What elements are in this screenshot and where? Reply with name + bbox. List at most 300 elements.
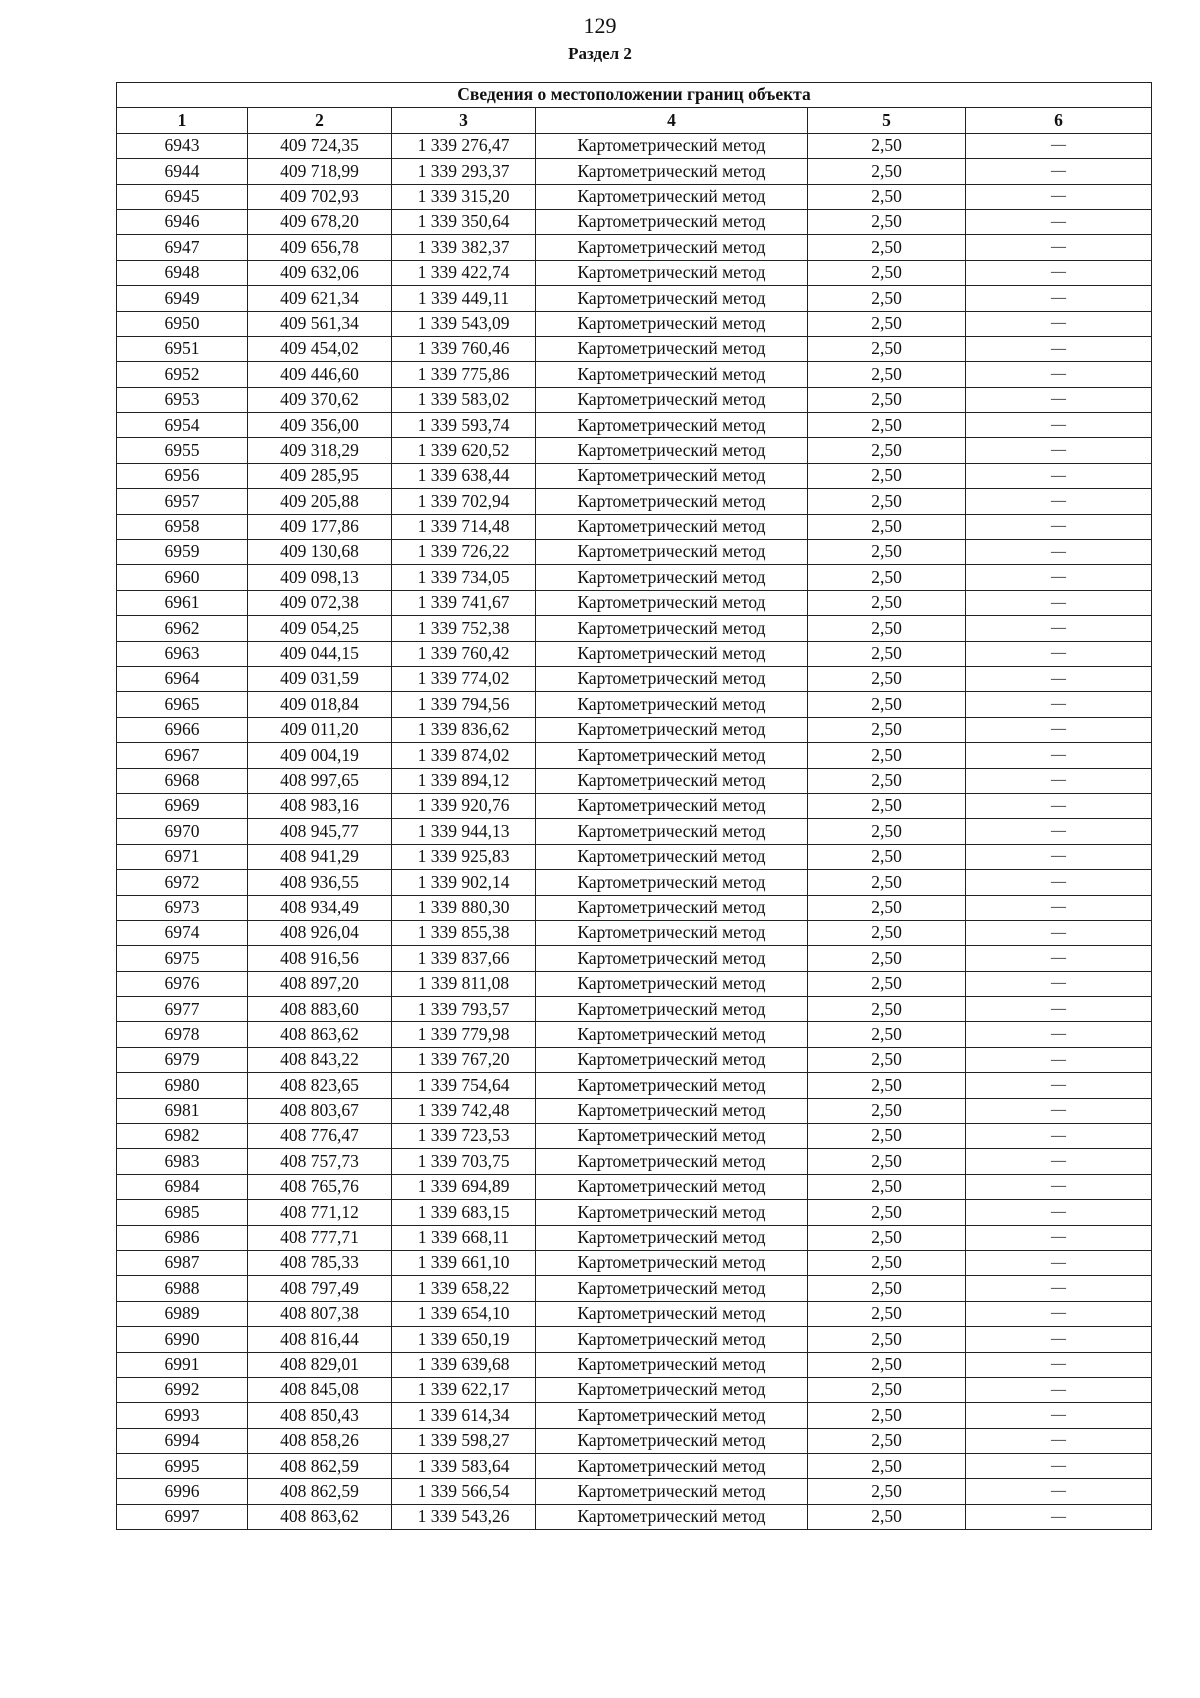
y-coordinate-cell: 1 339 661,10	[392, 1250, 536, 1275]
table-row	[117, 514, 1152, 539]
x-coordinate-cell: 409 702,93	[248, 184, 392, 209]
description-cell: —	[966, 387, 1152, 412]
table-row	[117, 1047, 1152, 1072]
y-coordinate-cell: 1 339 683,15	[392, 1200, 536, 1225]
description-cell: —	[966, 184, 1152, 209]
description-cell: —	[966, 514, 1152, 539]
y-coordinate-cell: 1 339 694,89	[392, 1174, 536, 1199]
table-row	[117, 1377, 1152, 1402]
y-coordinate-cell: 1 339 382,37	[392, 235, 536, 260]
accuracy-cell: 2,50	[808, 1504, 966, 1529]
accuracy-cell: 2,50	[808, 1098, 966, 1123]
table-row	[117, 1352, 1152, 1377]
y-coordinate-cell: 1 339 902,14	[392, 870, 536, 895]
method-cell: Картометрический метод	[536, 895, 808, 920]
table-row	[117, 209, 1152, 234]
description-cell: —	[966, 286, 1152, 311]
y-coordinate-cell: 1 339 920,76	[392, 793, 536, 818]
accuracy-cell: 2,50	[808, 717, 966, 742]
x-coordinate-cell: 409 318,29	[248, 438, 392, 463]
accuracy-cell: 2,50	[808, 209, 966, 234]
method-cell: Картометрический метод	[536, 1479, 808, 1504]
y-coordinate-cell: 1 339 650,19	[392, 1327, 536, 1352]
x-coordinate-cell: 409 561,34	[248, 311, 392, 336]
y-coordinate-cell: 1 339 760,42	[392, 641, 536, 666]
description-cell: —	[966, 1174, 1152, 1199]
accuracy-cell: 2,50	[808, 260, 966, 285]
description-cell: —	[966, 666, 1152, 691]
point-number-cell: 6971	[117, 844, 248, 869]
x-coordinate-cell: 409 004,19	[248, 743, 392, 768]
method-cell: Картометрический метод	[536, 1276, 808, 1301]
point-number-cell: 6953	[117, 387, 248, 412]
point-number-cell: 6947	[117, 235, 248, 260]
description-cell: —	[966, 1250, 1152, 1275]
description-cell: —	[966, 1225, 1152, 1250]
x-coordinate-cell: 409 177,86	[248, 514, 392, 539]
x-coordinate-cell: 409 098,13	[248, 565, 392, 590]
accuracy-cell: 2,50	[808, 844, 966, 869]
method-cell: Картометрический метод	[536, 286, 808, 311]
method-cell: Картометрический метод	[536, 666, 808, 691]
y-coordinate-cell: 1 339 276,47	[392, 133, 536, 158]
column-number: 6	[966, 108, 1152, 133]
description-cell: —	[966, 971, 1152, 996]
accuracy-cell: 2,50	[808, 793, 966, 818]
accuracy-cell: 2,50	[808, 1377, 966, 1402]
x-coordinate-cell: 408 863,62	[248, 1022, 392, 1047]
method-cell: Картометрический метод	[536, 971, 808, 996]
y-coordinate-cell: 1 339 668,11	[392, 1225, 536, 1250]
x-coordinate-cell: 408 816,44	[248, 1327, 392, 1352]
x-coordinate-cell: 408 823,65	[248, 1073, 392, 1098]
method-cell: Картометрический метод	[536, 1428, 808, 1453]
table-title-row	[117, 83, 1152, 108]
description-cell: —	[966, 1098, 1152, 1123]
y-coordinate-cell: 1 339 449,11	[392, 286, 536, 311]
point-number-cell: 6996	[117, 1479, 248, 1504]
table-row	[117, 362, 1152, 387]
accuracy-cell: 2,50	[808, 514, 966, 539]
x-coordinate-cell: 408 765,76	[248, 1174, 392, 1199]
column-number-row	[117, 108, 1152, 133]
point-number-cell: 6995	[117, 1454, 248, 1479]
description-cell: —	[966, 1403, 1152, 1428]
method-cell: Картометрический метод	[536, 387, 808, 412]
x-coordinate-cell: 409 656,78	[248, 235, 392, 260]
method-cell: Картометрический метод	[536, 1073, 808, 1098]
accuracy-cell: 2,50	[808, 819, 966, 844]
description-cell: —	[966, 717, 1152, 742]
method-cell: Картометрический метод	[536, 235, 808, 260]
description-cell: —	[966, 641, 1152, 666]
table-row	[117, 895, 1152, 920]
method-cell: Картометрический метод	[536, 1124, 808, 1149]
accuracy-cell: 2,50	[808, 743, 966, 768]
method-cell: Картометрический метод	[536, 133, 808, 158]
point-number-cell: 6980	[117, 1073, 248, 1098]
accuracy-cell: 2,50	[808, 362, 966, 387]
x-coordinate-cell: 408 883,60	[248, 997, 392, 1022]
description-cell: —	[966, 1149, 1152, 1174]
accuracy-cell: 2,50	[808, 946, 966, 971]
point-number-cell: 6989	[117, 1301, 248, 1326]
description-cell: —	[966, 590, 1152, 615]
column-number: 3	[392, 108, 536, 133]
description-cell: —	[966, 895, 1152, 920]
accuracy-cell: 2,50	[808, 1327, 966, 1352]
y-coordinate-cell: 1 339 726,22	[392, 540, 536, 565]
y-coordinate-cell: 1 339 734,05	[392, 565, 536, 590]
description-cell: —	[966, 1022, 1152, 1047]
x-coordinate-cell: 409 446,60	[248, 362, 392, 387]
accuracy-cell: 2,50	[808, 1073, 966, 1098]
accuracy-cell: 2,50	[808, 489, 966, 514]
point-number-cell: 6990	[117, 1327, 248, 1352]
accuracy-cell: 2,50	[808, 1301, 966, 1326]
accuracy-cell: 2,50	[808, 971, 966, 996]
y-coordinate-cell: 1 339 779,98	[392, 1022, 536, 1047]
accuracy-cell: 2,50	[808, 1225, 966, 1250]
table-row	[117, 133, 1152, 158]
x-coordinate-cell: 408 757,73	[248, 1149, 392, 1174]
x-coordinate-cell: 409 044,15	[248, 641, 392, 666]
description-cell: —	[966, 1377, 1152, 1402]
method-cell: Картометрический метод	[536, 717, 808, 742]
accuracy-cell: 2,50	[808, 235, 966, 260]
x-coordinate-cell: 408 862,59	[248, 1454, 392, 1479]
accuracy-cell: 2,50	[808, 1428, 966, 1453]
description-cell: —	[966, 743, 1152, 768]
point-number-cell: 6984	[117, 1174, 248, 1199]
y-coordinate-cell: 1 339 293,37	[392, 159, 536, 184]
accuracy-cell: 2,50	[808, 616, 966, 641]
accuracy-cell: 2,50	[808, 1352, 966, 1377]
table-row	[117, 286, 1152, 311]
table-row	[117, 870, 1152, 895]
x-coordinate-cell: 408 862,59	[248, 1479, 392, 1504]
point-number-cell: 6987	[117, 1250, 248, 1275]
accuracy-cell: 2,50	[808, 565, 966, 590]
table-row	[117, 1301, 1152, 1326]
x-coordinate-cell: 409 678,20	[248, 209, 392, 234]
description-cell: —	[966, 1454, 1152, 1479]
accuracy-cell: 2,50	[808, 540, 966, 565]
point-number-cell: 6954	[117, 413, 248, 438]
method-cell: Картометрический метод	[536, 311, 808, 336]
accuracy-cell: 2,50	[808, 692, 966, 717]
method-cell: Картометрический метод	[536, 1149, 808, 1174]
point-number-cell: 6976	[117, 971, 248, 996]
point-number-cell: 6965	[117, 692, 248, 717]
table-row	[117, 159, 1152, 184]
x-coordinate-cell: 409 205,88	[248, 489, 392, 514]
description-cell: —	[966, 1124, 1152, 1149]
x-coordinate-cell: 409 285,95	[248, 463, 392, 488]
y-coordinate-cell: 1 339 654,10	[392, 1301, 536, 1326]
y-coordinate-cell: 1 339 714,48	[392, 514, 536, 539]
table-row	[117, 946, 1152, 971]
table-row	[117, 260, 1152, 285]
y-coordinate-cell: 1 339 754,64	[392, 1073, 536, 1098]
table-row	[117, 565, 1152, 590]
point-number-cell: 6991	[117, 1352, 248, 1377]
point-number-cell: 6970	[117, 819, 248, 844]
y-coordinate-cell: 1 339 774,02	[392, 666, 536, 691]
point-number-cell: 6960	[117, 565, 248, 590]
description-cell: —	[966, 362, 1152, 387]
description-cell: —	[966, 565, 1152, 590]
accuracy-cell: 2,50	[808, 1022, 966, 1047]
column-number: 4	[536, 108, 808, 133]
point-number-cell: 6962	[117, 616, 248, 641]
y-coordinate-cell: 1 339 638,44	[392, 463, 536, 488]
method-cell: Картометрический метод	[536, 844, 808, 869]
point-number-cell: 6956	[117, 463, 248, 488]
method-cell: Картометрический метод	[536, 692, 808, 717]
table-row	[117, 717, 1152, 742]
boundary-coordinates-table	[116, 82, 1152, 1530]
accuracy-cell: 2,50	[808, 920, 966, 945]
x-coordinate-cell: 409 072,38	[248, 590, 392, 615]
point-number-cell: 6952	[117, 362, 248, 387]
description-cell: —	[966, 870, 1152, 895]
x-coordinate-cell: 408 803,67	[248, 1098, 392, 1123]
method-cell: Картометрический метод	[536, 1225, 808, 1250]
table-row	[117, 336, 1152, 361]
accuracy-cell: 2,50	[808, 1124, 966, 1149]
point-number-cell: 6951	[117, 336, 248, 361]
table-row	[117, 1149, 1152, 1174]
method-cell: Картометрический метод	[536, 565, 808, 590]
point-number-cell: 6997	[117, 1504, 248, 1529]
method-cell: Картометрический метод	[536, 1047, 808, 1072]
table-body	[117, 133, 1152, 1529]
y-coordinate-cell: 1 339 855,38	[392, 920, 536, 945]
accuracy-cell: 2,50	[808, 641, 966, 666]
y-coordinate-cell: 1 339 315,20	[392, 184, 536, 209]
description-cell: —	[966, 946, 1152, 971]
method-cell: Картометрический метод	[536, 463, 808, 488]
description-cell: —	[966, 793, 1152, 818]
x-coordinate-cell: 409 054,25	[248, 616, 392, 641]
description-cell: —	[966, 1327, 1152, 1352]
method-cell: Картометрический метод	[536, 1327, 808, 1352]
description-cell: —	[966, 1301, 1152, 1326]
point-number-cell: 6994	[117, 1428, 248, 1453]
method-cell: Картометрический метод	[536, 1454, 808, 1479]
description-cell: —	[966, 616, 1152, 641]
table-row	[117, 1225, 1152, 1250]
accuracy-cell: 2,50	[808, 184, 966, 209]
description-cell: —	[966, 311, 1152, 336]
table-row	[117, 1250, 1152, 1275]
x-coordinate-cell: 408 797,49	[248, 1276, 392, 1301]
description-cell: —	[966, 1276, 1152, 1301]
column-number: 1	[117, 108, 248, 133]
y-coordinate-cell: 1 339 702,94	[392, 489, 536, 514]
point-number-cell: 6985	[117, 1200, 248, 1225]
table-row	[117, 1174, 1152, 1199]
method-cell: Картометрический метод	[536, 946, 808, 971]
x-coordinate-cell: 408 997,65	[248, 768, 392, 793]
description-cell: —	[966, 692, 1152, 717]
table-row	[117, 692, 1152, 717]
method-cell: Картометрический метод	[536, 1504, 808, 1529]
x-coordinate-cell: 408 916,56	[248, 946, 392, 971]
method-cell: Картометрический метод	[536, 540, 808, 565]
method-cell: Картометрический метод	[536, 1200, 808, 1225]
point-number-cell: 6948	[117, 260, 248, 285]
table-row	[117, 1073, 1152, 1098]
table-row	[117, 1504, 1152, 1529]
point-number-cell: 6961	[117, 590, 248, 615]
table-row	[117, 463, 1152, 488]
description-cell: —	[966, 1352, 1152, 1377]
description-cell: —	[966, 463, 1152, 488]
y-coordinate-cell: 1 339 836,62	[392, 717, 536, 742]
point-number-cell: 6993	[117, 1403, 248, 1428]
method-cell: Картометрический метод	[536, 336, 808, 361]
method-cell: Картометрический метод	[536, 743, 808, 768]
description-cell: —	[966, 540, 1152, 565]
x-coordinate-cell: 408 771,12	[248, 1200, 392, 1225]
point-number-cell: 6982	[117, 1124, 248, 1149]
x-coordinate-cell: 409 724,35	[248, 133, 392, 158]
method-cell: Картометрический метод	[536, 1377, 808, 1402]
table-row	[117, 1200, 1152, 1225]
table-row	[117, 920, 1152, 945]
point-number-cell: 6973	[117, 895, 248, 920]
method-cell: Картометрический метод	[536, 1352, 808, 1377]
method-cell: Картометрический метод	[536, 920, 808, 945]
point-number-cell: 6974	[117, 920, 248, 945]
x-coordinate-cell: 408 807,38	[248, 1301, 392, 1326]
table-row	[117, 641, 1152, 666]
x-coordinate-cell: 408 945,77	[248, 819, 392, 844]
y-coordinate-cell: 1 339 874,02	[392, 743, 536, 768]
method-cell: Картометрический метод	[536, 997, 808, 1022]
description-cell: —	[966, 489, 1152, 514]
point-number-cell: 6969	[117, 793, 248, 818]
point-number-cell: 6967	[117, 743, 248, 768]
point-number-cell: 6958	[117, 514, 248, 539]
method-cell: Картометрический метод	[536, 514, 808, 539]
x-coordinate-cell: 408 829,01	[248, 1352, 392, 1377]
point-number-cell: 6943	[117, 133, 248, 158]
x-coordinate-cell: 409 621,34	[248, 286, 392, 311]
accuracy-cell: 2,50	[808, 336, 966, 361]
y-coordinate-cell: 1 339 598,27	[392, 1428, 536, 1453]
point-number-cell: 6981	[117, 1098, 248, 1123]
accuracy-cell: 2,50	[808, 438, 966, 463]
method-cell: Картометрический метод	[536, 793, 808, 818]
y-coordinate-cell: 1 339 593,74	[392, 413, 536, 438]
accuracy-cell: 2,50	[808, 895, 966, 920]
accuracy-cell: 2,50	[808, 159, 966, 184]
x-coordinate-cell: 408 776,47	[248, 1124, 392, 1149]
y-coordinate-cell: 1 339 620,52	[392, 438, 536, 463]
table-row	[117, 235, 1152, 260]
y-coordinate-cell: 1 339 742,48	[392, 1098, 536, 1123]
table-row	[117, 1428, 1152, 1453]
y-coordinate-cell: 1 339 422,74	[392, 260, 536, 285]
method-cell: Картометрический метод	[536, 616, 808, 641]
accuracy-cell: 2,50	[808, 1047, 966, 1072]
description-cell: —	[966, 1504, 1152, 1529]
y-coordinate-cell: 1 339 767,20	[392, 1047, 536, 1072]
table-row	[117, 768, 1152, 793]
accuracy-cell: 2,50	[808, 768, 966, 793]
method-cell: Картометрический метод	[536, 413, 808, 438]
method-cell: Картометрический метод	[536, 1403, 808, 1428]
accuracy-cell: 2,50	[808, 1174, 966, 1199]
table-row	[117, 489, 1152, 514]
point-number-cell: 6986	[117, 1225, 248, 1250]
point-number-cell: 6957	[117, 489, 248, 514]
table-title: Сведения о местоположении границ объекта	[117, 83, 1152, 108]
description-cell: —	[966, 159, 1152, 184]
y-coordinate-cell: 1 339 944,13	[392, 819, 536, 844]
table-row	[117, 311, 1152, 336]
column-number: 2	[248, 108, 392, 133]
description-cell: —	[966, 209, 1152, 234]
accuracy-cell: 2,50	[808, 1454, 966, 1479]
method-cell: Картометрический метод	[536, 870, 808, 895]
table-row	[117, 616, 1152, 641]
table-row	[117, 1124, 1152, 1149]
x-coordinate-cell: 408 850,43	[248, 1403, 392, 1428]
point-number-cell: 6959	[117, 540, 248, 565]
x-coordinate-cell: 409 718,99	[248, 159, 392, 184]
point-number-cell: 6978	[117, 1022, 248, 1047]
y-coordinate-cell: 1 339 639,68	[392, 1352, 536, 1377]
x-coordinate-cell: 408 858,26	[248, 1428, 392, 1453]
y-coordinate-cell: 1 339 614,34	[392, 1403, 536, 1428]
x-coordinate-cell: 408 936,55	[248, 870, 392, 895]
table-row	[117, 413, 1152, 438]
accuracy-cell: 2,50	[808, 997, 966, 1022]
accuracy-cell: 2,50	[808, 1149, 966, 1174]
x-coordinate-cell: 409 370,62	[248, 387, 392, 412]
point-number-cell: 6964	[117, 666, 248, 691]
table-row	[117, 666, 1152, 691]
accuracy-cell: 2,50	[808, 1276, 966, 1301]
point-number-cell: 6945	[117, 184, 248, 209]
method-cell: Картометрический метод	[536, 768, 808, 793]
method-cell: Картометрический метод	[536, 184, 808, 209]
table-row	[117, 971, 1152, 996]
x-coordinate-cell: 409 632,06	[248, 260, 392, 285]
x-coordinate-cell: 408 785,33	[248, 1250, 392, 1275]
accuracy-cell: 2,50	[808, 1403, 966, 1428]
description-cell: —	[966, 844, 1152, 869]
table-row	[117, 793, 1152, 818]
accuracy-cell: 2,50	[808, 870, 966, 895]
point-number-cell: 6983	[117, 1149, 248, 1174]
table-row	[117, 844, 1152, 869]
y-coordinate-cell: 1 339 837,66	[392, 946, 536, 971]
point-number-cell: 6988	[117, 1276, 248, 1301]
y-coordinate-cell: 1 339 703,75	[392, 1149, 536, 1174]
accuracy-cell: 2,50	[808, 1250, 966, 1275]
table-row	[117, 819, 1152, 844]
method-cell: Картометрический метод	[536, 590, 808, 615]
accuracy-cell: 2,50	[808, 1200, 966, 1225]
x-coordinate-cell: 409 356,00	[248, 413, 392, 438]
method-cell: Картометрический метод	[536, 1098, 808, 1123]
table-row	[117, 1479, 1152, 1504]
